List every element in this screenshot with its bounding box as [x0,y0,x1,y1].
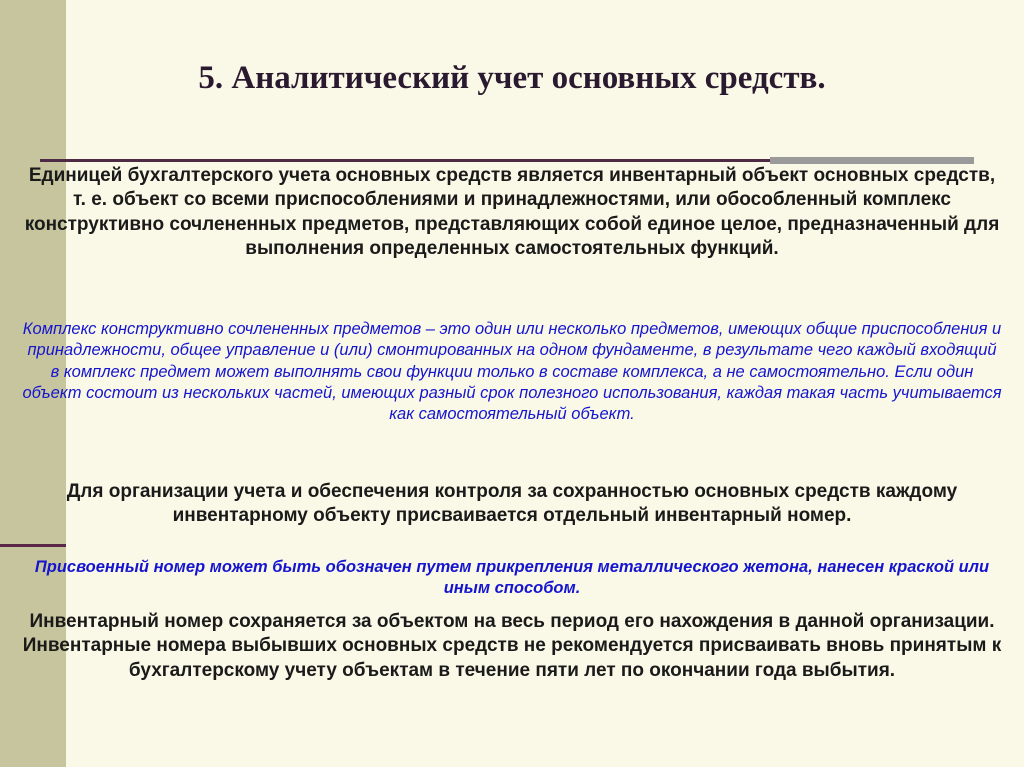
side-decor-line [0,544,66,547]
paragraph-definition: Единицей бухгалтерского учета основных средств является инвентарный объект основных средств, т. е. объект со всеми приспособлениями и принадлежностями, или обособленный комплекс конструктивно сочлененных предметов, представляющих собой единое целое, предназначенный для выполнения определенных самостоятельных функций. [24,165,1000,259]
paragraph-inventory-number: Для организации учета и обеспечения контроля за сохранностью основных средств каждому инвентарному объекту присваивается отдельный инвентарный номер. [66,481,958,527]
paragraph-complex-note: Комплекс конструктивно сочлененных предметов – это один или несколько предметов, имеющих общие приспособления и принадлежности, общее управление и (или) смонтированных на одном фундаменте, в результате чего каждый входящий в комплекс предмет может выполнять свои функции только в составе комплекса, а не самостоятельно. Если один объект состоит из нескольких частей, имеющих разный срок полезного использования, каждая такая часть учитывается как самостоятельный объект. [22,320,1002,424]
slide-title: 5. Аналитический учет основных средств. [198,60,826,96]
title-underline [40,159,770,162]
paragraph-marking-note: Присвоенный номер может быть обозначен путем прикрепления металлического жетона, нанесен краской или иным способом. [34,558,990,598]
title-underline-accent [770,157,974,164]
paragraph-number-retention: Инвентарный номер сохраняется за объектом на весь период его нахождения в данной организации. Инвентарные номера выбывших основных средств не рекомендуется присваивать вновь принятым к бухгалтерскому учету объектам в течение пяти лет по окончании года выбытия. [22,611,1002,681]
